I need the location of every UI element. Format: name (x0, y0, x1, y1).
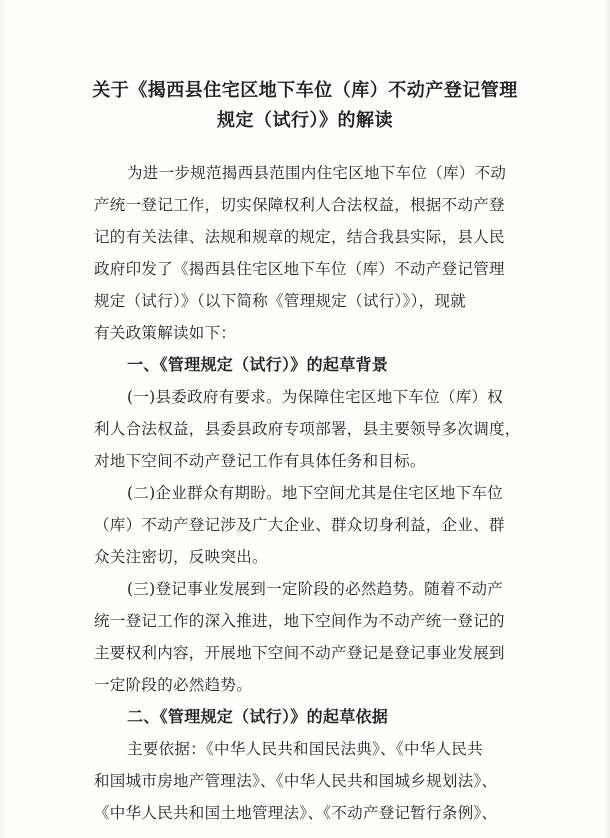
section-heading-1: 一、《管理规定（试行）》的起草背景 (127, 355, 389, 374)
intro-line: 为进一步规范揭西县范围内住宅区地下车位（库）不动 (127, 164, 507, 182)
paragraph-line: 《中华人民共和国土地管理法》、《不动产登记暂行条例》、 (94, 804, 498, 822)
title-line-1: 关于《揭西县住宅区地下车位（库）不动产登记管理 (92, 80, 518, 101)
section-heading-2: 二、《管理规定（试行）》的起草依据 (127, 707, 389, 726)
paragraph-line: （库）不动产登记涉及广大企业、群众切身利益，企业、群 (94, 516, 505, 534)
paragraph-line: 一定阶段的必然趋势。 (94, 676, 253, 694)
paragraph-line: (三)登记事业发展到一定阶段的必然趋势。随着不动产 (127, 580, 504, 598)
paragraph-line: 利人合法权益，县委县政府专项部署，县主要领导多次调度， (94, 420, 521, 438)
paragraph-line: 主要依据：《中华人民共和国民法典》、《中华人民共 (127, 740, 483, 758)
paragraph-line: 和国城市房地产管理法》、《中华人民共和国城乡规划法》、 (94, 772, 498, 790)
intro-line: 有关政策解读如下： (94, 324, 237, 342)
title-line-2: 规定（试行）》的解读 (217, 110, 393, 131)
intro-line: 产统一登记工作，切实保障权利人合法权益，根据不动产登 (94, 196, 505, 214)
paragraph-line: 统一登记工作的深入推进，地下空间作为不动产统一登记的 (94, 612, 505, 630)
paragraph-line: (一)县委政府有要求。为保障住宅区地下车位（库）权 (127, 388, 504, 406)
paragraph-line: (二)企业群众有期盼。地下空间尤其是住宅区地下车位 (127, 484, 504, 502)
paragraph-line: 对地下空间不动产登记工作有具体任务和目标。 (94, 452, 426, 470)
paragraph-line: 主要权利内容，开展地下空间不动产登记是登记事业发展到 (94, 644, 505, 662)
intro-line: 政府印发了《揭西县住宅区地下车位（库）不动产登记管理 (94, 260, 505, 278)
intro-line: 记的有关法律、法规和规章的规定，结合我县实际，县人民 (94, 228, 505, 246)
paragraph-line: 众关注密切，反映突出。 (94, 548, 268, 566)
intro-line: 规定（试行）》（以下简称《管理规定（试行）》），现就 (94, 292, 467, 310)
document-title (60, 76, 550, 136)
